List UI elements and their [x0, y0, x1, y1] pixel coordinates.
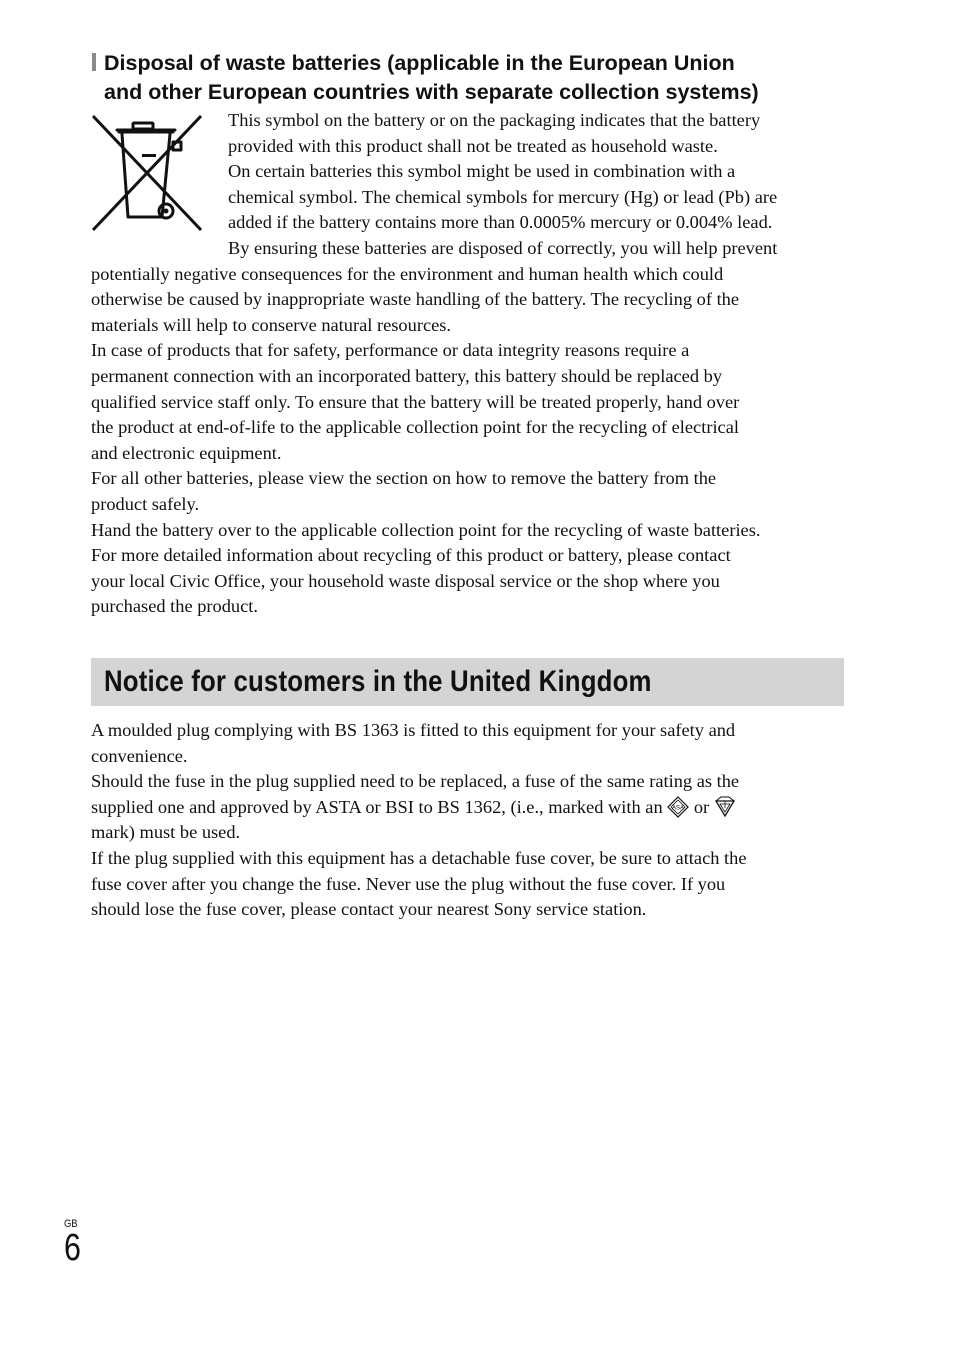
text-line: the product at end-of-life to the applicable collection point for the recycling of electrical: [91, 417, 739, 438]
svg-text:ASA: ASA: [672, 805, 685, 812]
text-line: chemical symbol. The chemical symbols for mercury (Hg) or lead (Pb) are: [228, 186, 778, 207]
heading-line-2: and other European countries with separate collection systems): [104, 80, 759, 104]
uk-notice-title: Notice for customers in the United Kingdom: [104, 665, 652, 698]
text-line: potentially negative consequences for the environment and human health which could: [91, 263, 724, 284]
text-line: A moulded plug complying with BS 1363 is fitted to this equipment for your safety and: [91, 720, 736, 740]
heading-line-1: Disposal of waste batteries (applicable in the European Union: [104, 51, 735, 75]
text-line: mark) must be used.: [91, 822, 241, 843]
text-line: By ensuring these batteries are disposed of correctly, you will help prevent: [228, 237, 778, 258]
text-line: and electronic equipment.: [91, 442, 282, 463]
page-footer: [64, 1218, 85, 1268]
text-line: added if the battery contains more than 0.0005% mercury or 0.004% lead.: [228, 212, 773, 233]
page-number: 6: [64, 1227, 81, 1269]
text-line: product safely.: [91, 493, 200, 514]
text-line: should lose the fuse cover, please contact your nearest Sony service station.: [91, 899, 647, 920]
battery-disposal-text: [91, 108, 851, 620]
text-line: fuse cover after you change the fuse. Never use the plug without the fuse cover. If you: [91, 873, 726, 894]
bsi-kitemark-icon: [714, 796, 736, 818]
text-line: This symbol on the battery or on the packaging indicates that the battery: [228, 110, 761, 130]
text-line: For all other batteries, please view the section on how to remove the battery from the: [91, 468, 717, 489]
text-line: otherwise be caused by inappropriate waste handling of the battery. The recycling of the: [91, 289, 740, 310]
text-line: Hand the battery over to the applicable collection point for the recycling of waste batteries.: [91, 519, 761, 540]
text-line: In case of products that for safety, performance or data integrity reasons require a: [91, 340, 690, 361]
text-line: convenience.: [91, 745, 188, 766]
uk-notice-text: [91, 718, 851, 923]
text-line: materials will help to conserve natural resources.: [91, 314, 452, 335]
text-line: On certain batteries this symbol might be used in combination with a: [228, 161, 736, 182]
region-code: GB: [64, 1218, 78, 1230]
text-line: Should the fuse in the plug supplied need to be replaced, a fuse of the same rating as the: [91, 771, 740, 792]
text-line: provided with this product shall not be treated as household waste.: [228, 135, 718, 156]
text-line: If the plug supplied with this equipment has a detachable fuse cover, be sure to attach the: [91, 847, 747, 868]
uk-notice-section-header: [91, 658, 844, 706]
text-line: your local Civic Office, your household waste disposal service or the shop where you: [91, 570, 720, 591]
battery-disposal-heading: [92, 49, 852, 107]
asta-mark-icon: [667, 796, 689, 818]
mark-line-text: supplied one and approved by ASTA or BSI to BS 1362, (i.e., marked with an: [91, 796, 663, 817]
text-line-with-marks: [91, 795, 851, 821]
text-line: permanent connection with an incorporated battery, this battery should be replaced by: [91, 365, 723, 386]
text-line: purchased the product.: [91, 596, 258, 617]
text-line: For more detailed information about recycling of this product or battery, please contact: [91, 545, 731, 566]
text-line: qualified service staff only. To ensure that the battery will be treated properly, hand over: [91, 391, 740, 412]
heading-marker-bar: [92, 53, 96, 71]
or-text: or: [693, 796, 710, 817]
